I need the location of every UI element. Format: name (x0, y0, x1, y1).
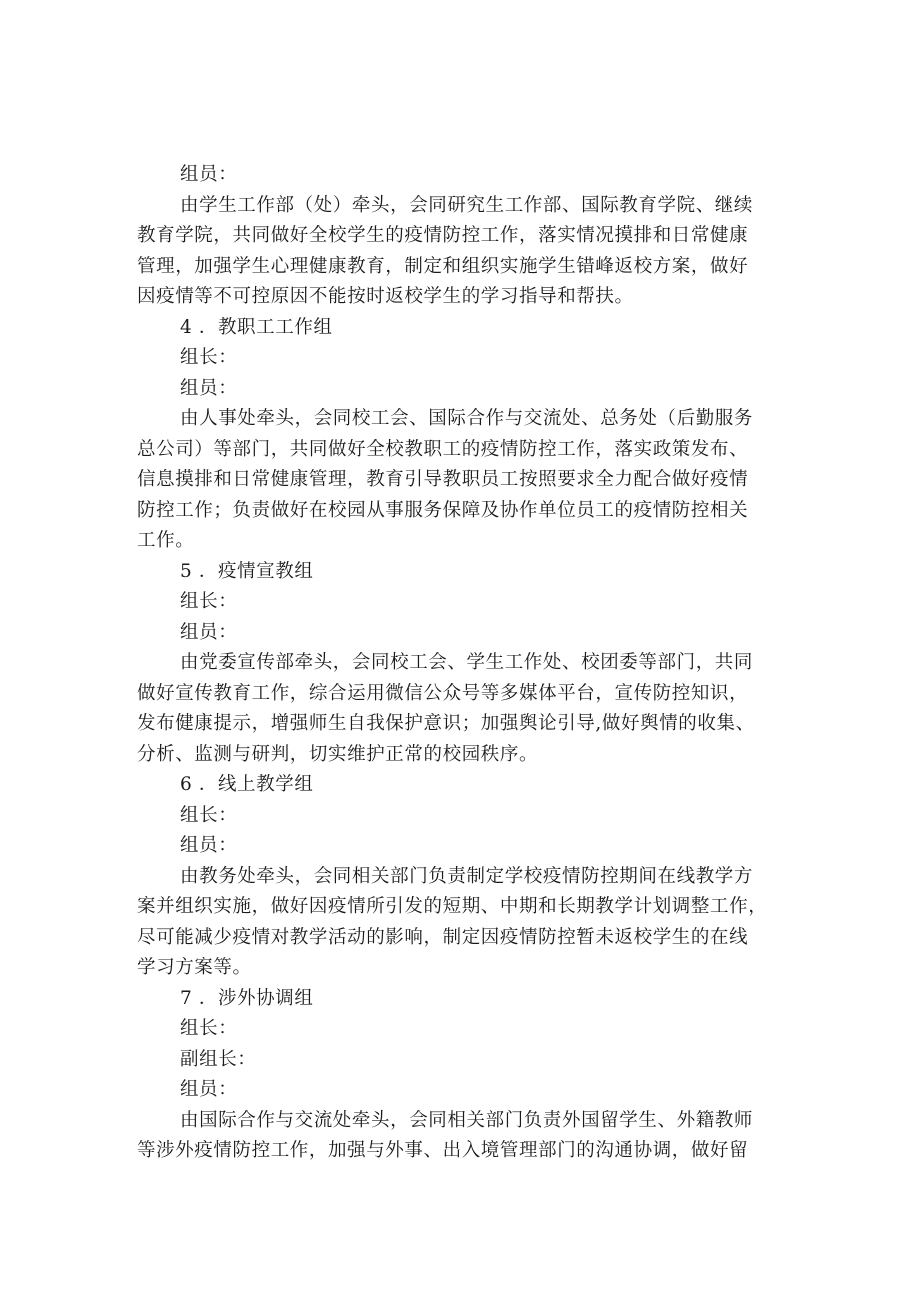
paragraph-line: 发布健康提示，增强师生自我保护意识；加强舆论引导,做好舆情的收集、 (137, 713, 755, 734)
paragraph-line: 信息摸排和日常健康管理，教育引导教职员工按照要求全力配合做好疫情 (137, 469, 749, 490)
paragraph-line: 分析、监测与研判，切实维护正常的校园秩序。 (137, 743, 539, 765)
role-label: 副组长： (180, 1048, 257, 1070)
paragraph-line: 由人事处牵头，会同校工会、国际合作与交流处、总务处（后勤服务 (180, 408, 754, 429)
role-label: 组长： (180, 1018, 238, 1039)
paragraph-line: 由教务处牵头，会同相关部门负责制定学校疫情防控期间在线教学方 (180, 865, 754, 887)
role-label: 组长： (180, 591, 238, 612)
role-label: 组员： (180, 377, 238, 399)
role-label: 组员： (180, 621, 238, 643)
paragraph-line: 由党委宣传部牵头，会同校工会、学生工作处、校团委等部门，共同 (180, 652, 754, 673)
paragraph-line: 防控工作；负责做好在校园从事服务保障及协作单位员工的疫情防控相关 (137, 499, 749, 521)
role-label: 组员： (180, 835, 238, 856)
paragraph-line: 教育学院，共同做好全校学生的疫情防控工作，落实情况摸排和日常健康 (137, 225, 749, 246)
paragraph (137, 648, 797, 770)
paragraph-line: 做好宣传教育工作，综合运用微信公众号等多媒体平台，宣传防控知识， (137, 682, 749, 704)
paragraph-line: 由学生工作部（处）牵头，会同研究生工作部、国际教育学院、继续 (180, 194, 754, 216)
role-label: 组长： (180, 804, 238, 826)
paragraph-line: 工作。 (137, 530, 195, 551)
section-heading: 5 ．疫情宣教组 (180, 560, 314, 582)
role-label: 组员： (180, 1079, 238, 1100)
paragraph-line: 管理，加强学生心理健康教育，制定和组织实施学生错峰返校方案，做好 (137, 255, 749, 277)
paragraph (137, 1106, 797, 1167)
section-heading: 4 ．教职工工作组 (180, 316, 333, 338)
paragraph-line: 学习方案等。 (137, 957, 252, 978)
role-label: 组长： (180, 347, 238, 368)
document-body (137, 160, 797, 1167)
paragraph-line: 总公司）等部门，共同做好全校教职工的疫情防控工作，落实政策发布、 (137, 438, 749, 460)
paragraph (137, 191, 797, 313)
paragraph-line: 由国际合作与交流处牵头，会同相关部门负责外国留学生、外籍教师 (180, 1109, 754, 1131)
paragraph-line: 因疫情等不可控原因不能按时返校学生的学习指导和帮扶。 (137, 286, 634, 307)
section-heading: 7 ．涉外协调组 (180, 987, 314, 1009)
role-label: 组员： (180, 164, 238, 185)
paragraph (137, 404, 797, 557)
section-heading: 6 ．线上教学组 (180, 774, 314, 795)
paragraph (137, 862, 797, 984)
paragraph-line: 尽可能减少疫情对教学活动的影响，制定因疫情防控暂未返校学生的在线 (137, 926, 749, 948)
paragraph-line: 等涉外疫情防控工作，加强与外事、出入境管理部门的沟通协调，做好留 (137, 1140, 749, 1161)
paragraph-line: 案并组织实施，做好因疫情所引发的短期、中期和长期教学计划调整工作， (137, 896, 768, 917)
